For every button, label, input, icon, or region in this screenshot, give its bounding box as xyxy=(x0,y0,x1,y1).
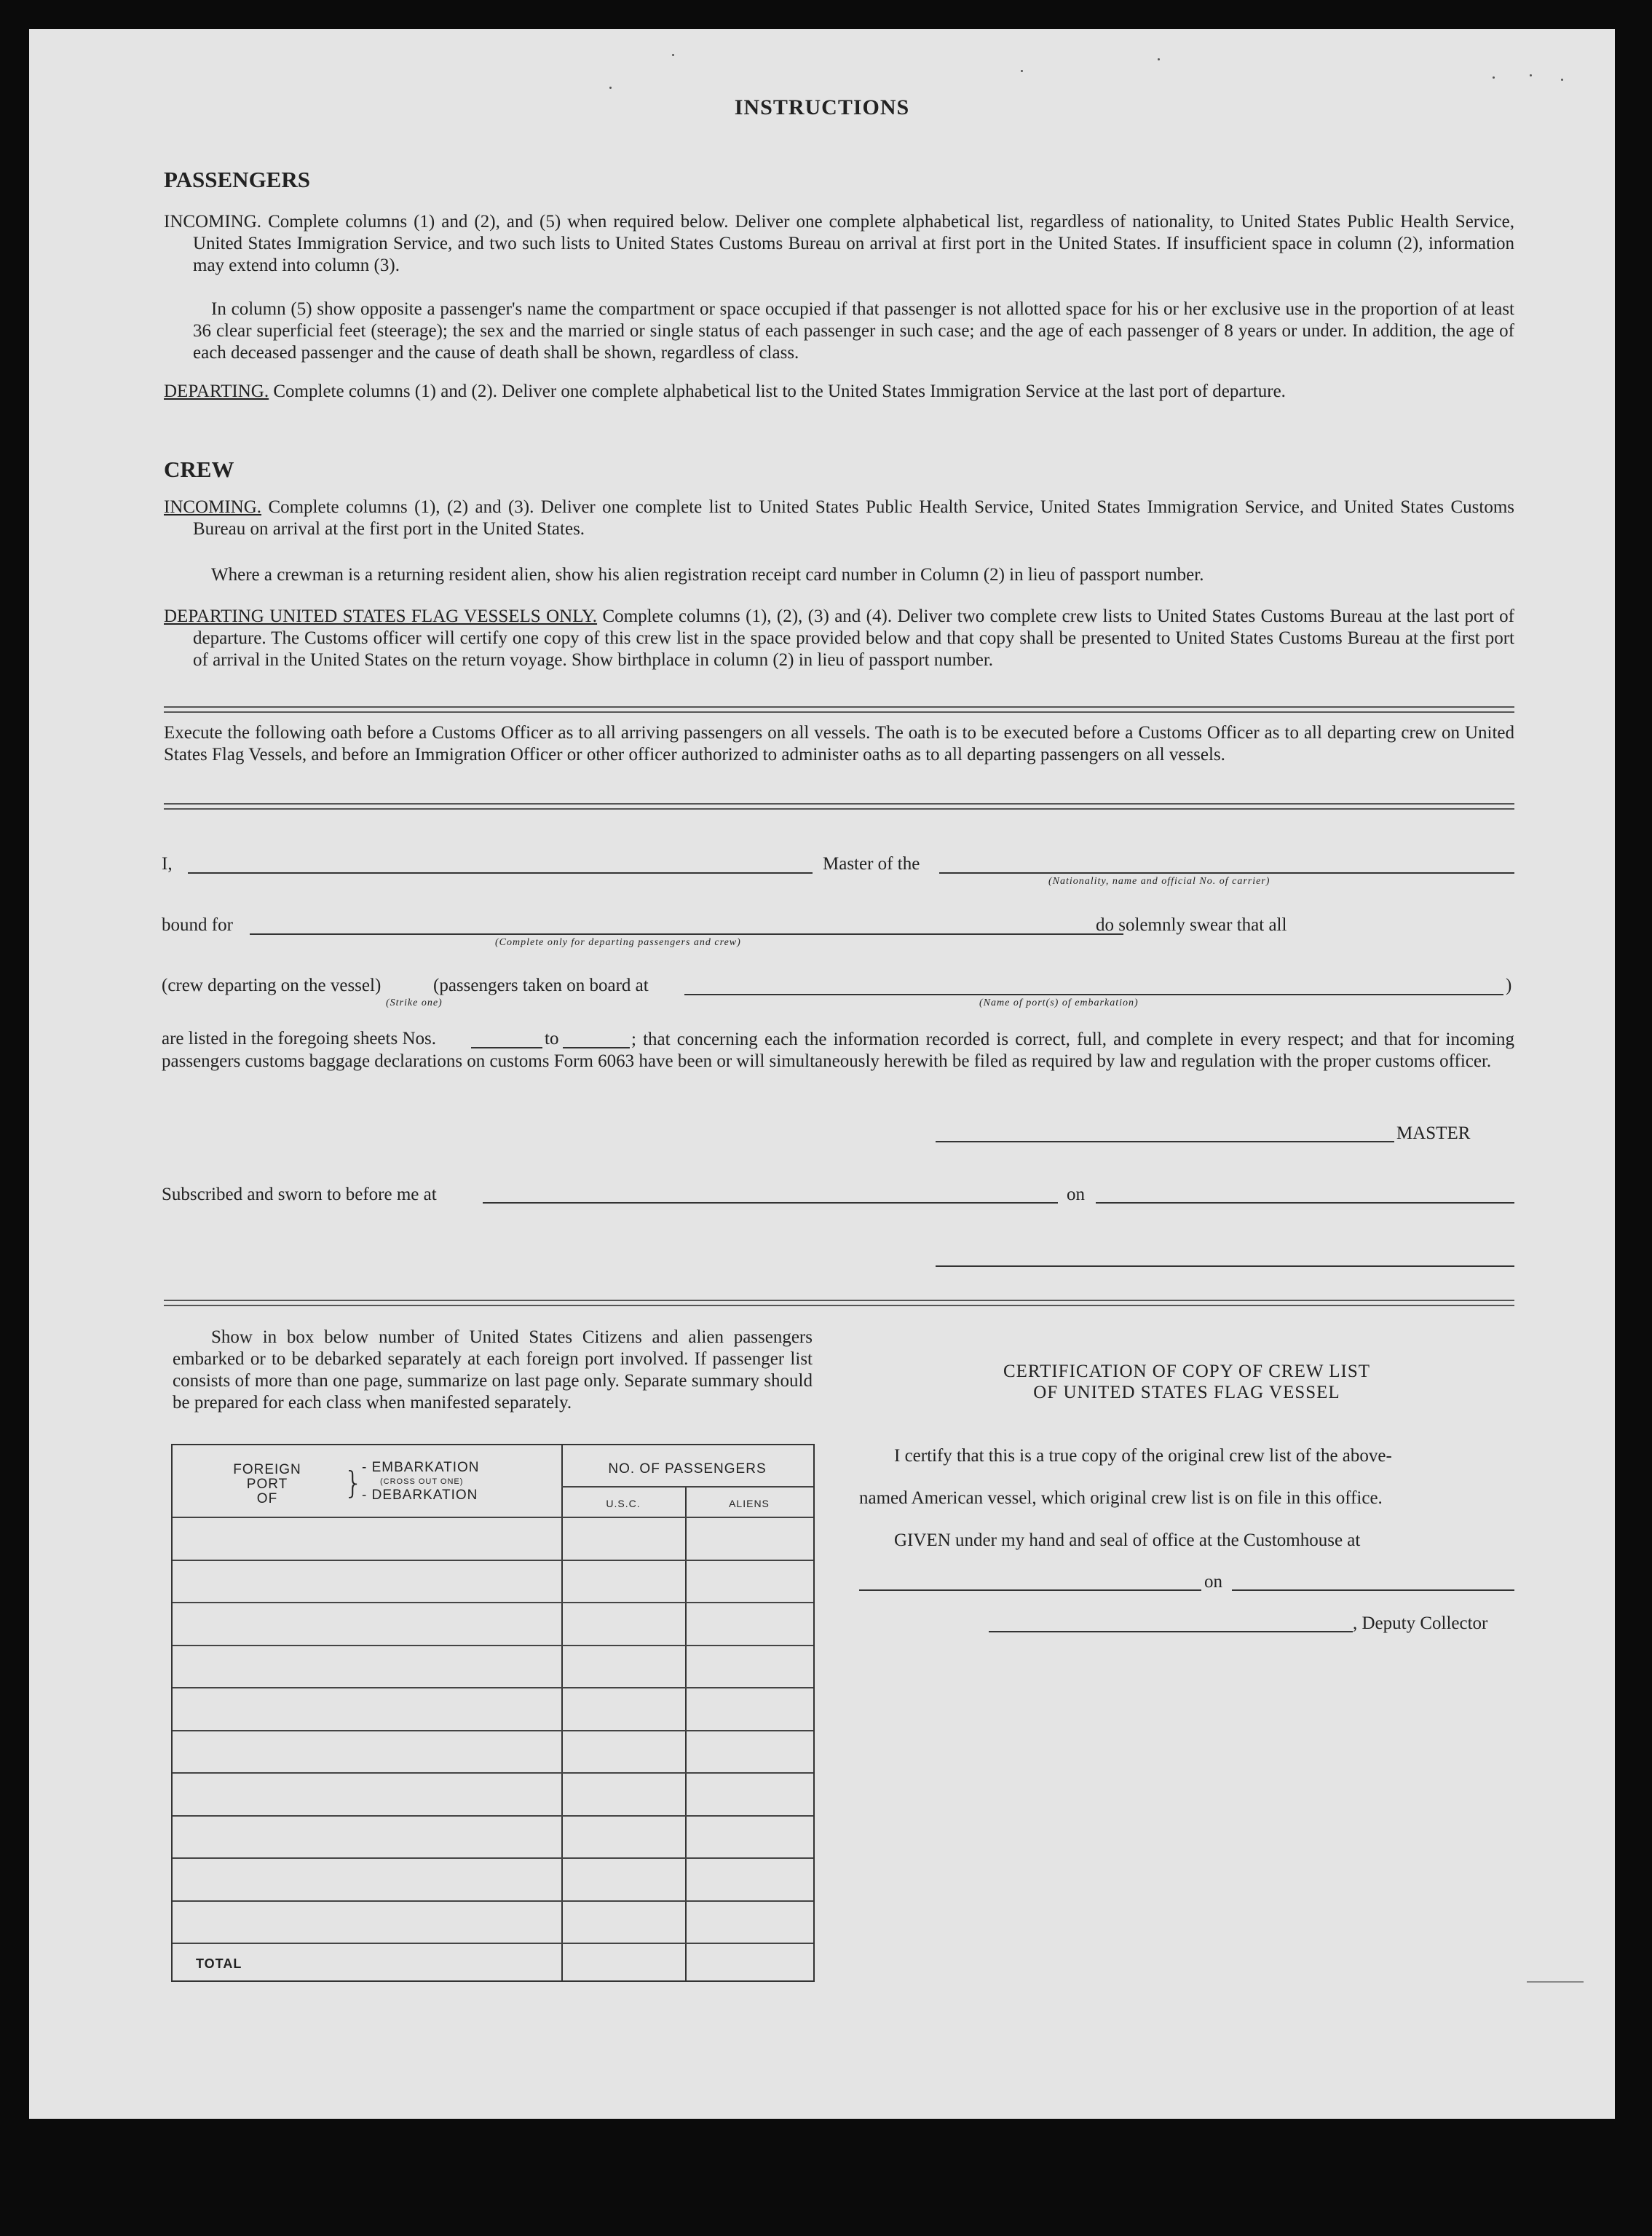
listed-prefix: are listed in the foregoing sheets Nos. xyxy=(162,1029,436,1048)
embarkation-label[interactable]: - EMBARKATION xyxy=(362,1460,480,1475)
nationality-caption: (Nationality, name and official No. of carrier) xyxy=(1048,876,1270,887)
of-label: OF xyxy=(256,1491,278,1506)
aliens-cell[interactable] xyxy=(685,1602,813,1645)
section-divider xyxy=(164,803,1514,810)
section-divider xyxy=(164,1300,1514,1306)
aliens-cell[interactable] xyxy=(685,1772,813,1815)
certify-line1: I certify that this is a true copy of the original crew list of the above- xyxy=(894,1446,1392,1466)
section-divider xyxy=(164,706,1514,713)
scan-speck xyxy=(1158,58,1160,60)
table-row xyxy=(173,1645,813,1689)
officer-signature-field[interactable] xyxy=(936,1265,1514,1267)
table-row xyxy=(173,1900,813,1945)
debarkation-label[interactable]: - DEBARKATION xyxy=(362,1488,478,1503)
usc-label: U.S.C. xyxy=(606,1498,641,1509)
crew-heading: CREW xyxy=(164,457,234,482)
passengers-heading: PASSENGERS xyxy=(164,167,310,192)
passengers-incoming-text: Complete columns (1) and (2), and (5) when required below. Deliver one complete alphabetical list, regardless of nationality, to United States Public Health Service, United States Immigration Service, and two such lists to United States Customs Bureau on arrival at first port in the United States. If insufficient space in column (2), information may extend into column (3). xyxy=(193,212,1515,275)
scan-mark xyxy=(1527,1981,1584,1983)
sworn-place-field[interactable] xyxy=(483,1202,1058,1204)
port-cell[interactable] xyxy=(173,1560,561,1603)
bound-for-field[interactable] xyxy=(250,933,1123,935)
subscribed-label: Subscribed and sworn to before me at xyxy=(162,1185,437,1204)
oath-i-label: I, xyxy=(162,854,173,874)
usc-cell[interactable] xyxy=(561,1687,685,1730)
usc-cell[interactable] xyxy=(561,1900,685,1943)
port-label: PORT xyxy=(246,1477,288,1492)
foreign-port-of-label xyxy=(224,1463,311,1506)
brace-icon: } xyxy=(344,1465,363,1501)
port-cell[interactable] xyxy=(173,1730,561,1773)
table-row xyxy=(173,1602,813,1646)
crew-departing-text: Complete columns (1), (2), (3) and (4). Deliver two complete crew lists to United States Customs Bureau at the last port of departure. The Customs officer will certify one copy of this crew list in the space provided below and that copy shall be presented to United States Customs Bureau at the first port of arrival in the United States on the return voyage. Show birthplace in column (2) in lieu of passport number. xyxy=(193,607,1515,670)
aliens-cell[interactable] xyxy=(685,1645,813,1688)
port-cell[interactable] xyxy=(173,1772,561,1815)
sworn-date-field[interactable] xyxy=(1096,1202,1514,1204)
passengers-departing-text: Complete columns (1) and (2). Deliver one complete alphabetical list to the United States Immigration Service at the last port of departure. xyxy=(273,382,1286,401)
port-cell[interactable] xyxy=(173,1687,561,1730)
certification-date-field[interactable] xyxy=(1232,1589,1514,1591)
to-label: to xyxy=(545,1029,559,1048)
close-paren: ) xyxy=(1506,976,1512,995)
crew-departing-option[interactable]: (crew departing on the vessel) xyxy=(162,976,382,995)
oath-intro-paragraph: Execute the following oath before a Customs Officer as to all arriving passengers on all vessels. The oath is to be executed before a Customs Officer as to all departing crew on United States Flag Vessels, and before an Immigration Officer or other officer authorized to administer oaths as to all departing passengers on all vessels. xyxy=(164,723,1514,765)
crew-departing-paragraph xyxy=(164,606,1515,671)
certification-title xyxy=(859,1361,1514,1403)
passengers-column5-paragraph: In column (5) show opposite a passenger's name the compartment or space occupied if that passenger is not allotted space for his or her exclusive use in the proportion of at least 36 clear superficial feet (steerage); the sex and the married or single status of each passenger in such case; and the age of each passenger of 8 years or under. In addition, the age of each deceased passenger and the cause of death shall be shown, regardless of class. xyxy=(193,299,1514,363)
certify-line2: named American vessel, which original crew list is on file in this office. xyxy=(859,1488,1383,1508)
aliens-cell[interactable] xyxy=(685,1517,813,1560)
port-cell[interactable] xyxy=(173,1517,561,1560)
certification-title-line1: CERTIFICATION OF COPY OF CREW LIST xyxy=(1003,1362,1371,1381)
usc-cell[interactable] xyxy=(561,1645,685,1688)
swear-label: do solemnly swear that all xyxy=(1096,915,1287,935)
port-cell[interactable] xyxy=(173,1815,561,1858)
usc-cell[interactable] xyxy=(561,1815,685,1858)
table-row xyxy=(173,1687,813,1731)
crew-incoming-text: Complete columns (1), (2) and (3). Deliver one complete list to United States Public Health Service, United States Immigration Service, and United States Customs Bureau on arrival at the first port in the United States. xyxy=(193,497,1515,539)
port-cell[interactable] xyxy=(173,1602,561,1645)
given-line: GIVEN under my hand and seal of office at the Customhouse at xyxy=(894,1530,1361,1550)
scan-speck xyxy=(672,54,674,56)
passengers-taken-option[interactable]: (passengers taken on board at xyxy=(433,976,649,995)
certification-title-line2: OF UNITED STATES FLAG VESSEL xyxy=(1033,1383,1340,1402)
usc-cell[interactable] xyxy=(561,1730,685,1773)
page-title: INSTRUCTIONS xyxy=(734,95,910,119)
table-row xyxy=(173,1772,813,1817)
scan-speck xyxy=(609,87,612,89)
crew-incoming-paragraph xyxy=(164,497,1515,540)
strike-one-caption: (Strike one) xyxy=(386,997,443,1008)
master-label: MASTER xyxy=(1396,1123,1471,1143)
scan-speck xyxy=(1493,76,1495,79)
aliens-cell[interactable] xyxy=(685,1687,813,1730)
master-name-field[interactable] xyxy=(188,872,813,874)
customhouse-field[interactable] xyxy=(859,1589,1201,1591)
table-row xyxy=(173,1560,813,1604)
certification-on-label: on xyxy=(1204,1572,1222,1592)
table-row xyxy=(173,1857,813,1902)
usc-cell[interactable] xyxy=(561,1772,685,1815)
carrier-field[interactable] xyxy=(939,872,1514,874)
master-signature-field[interactable] xyxy=(936,1141,1394,1142)
aliens-label: ALIENS xyxy=(729,1498,770,1509)
no-of-passengers-label: NO. OF PASSENGERS xyxy=(608,1461,767,1477)
crew-incoming-label: INCOMING. xyxy=(164,497,262,517)
scan-speck xyxy=(1021,70,1023,72)
passengers-incoming-label: INCOMING. xyxy=(164,212,262,232)
passengers-incoming-paragraph xyxy=(164,211,1515,277)
table-row xyxy=(173,1815,813,1860)
listed-text: ; that concerning each the information recorded is correct, full, and complete in every respect; and that for incoming passengers customs baggage declarations on customs Form 6063 have been or will simultaneously herewith be filed as required by law and regulation with the proper customs officer. xyxy=(162,1030,1514,1071)
document-page xyxy=(29,29,1615,2119)
table-subheader-divider xyxy=(561,1486,813,1488)
bound-for-caption: (Complete only for departing passengers and crew) xyxy=(495,937,741,948)
deputy-signature-field[interactable] xyxy=(989,1631,1353,1632)
passengers-departing-paragraph xyxy=(164,381,1514,403)
usc-cell[interactable] xyxy=(561,1602,685,1645)
aliens-cell[interactable] xyxy=(685,1815,813,1858)
port-cell[interactable] xyxy=(173,1900,561,1943)
crew-resident-paragraph: Where a crewman is a returning resident alien, show his alien registration receipt card number in Column (2) in lieu of passport number. xyxy=(211,565,1204,585)
aliens-cell[interactable] xyxy=(685,1857,813,1900)
passengers-departing-label: DEPARTING. xyxy=(164,382,269,401)
scan-speck xyxy=(1561,79,1563,81)
total-label: TOTAL xyxy=(196,1956,242,1971)
summary-instructions: Show in box below number of United States Citizens and alien passengers embarked or to be debarked separately at each foreign port involved. If passenger list consists of more than one page, summarize on last page only. Separate summary should be prepared for each class when manifested separately. xyxy=(173,1327,813,1413)
port-cell[interactable] xyxy=(173,1857,561,1900)
master-of-label: Master of the xyxy=(823,854,920,874)
crew-departing-label: DEPARTING UNITED STATES FLAG VESSELS ONLY. xyxy=(164,607,598,626)
on-label: on xyxy=(1067,1185,1085,1204)
foreign-label: FOREIGN xyxy=(233,1462,301,1477)
embarkation-caption: (Name of port(s) of embarkation) xyxy=(979,997,1139,1008)
usc-cell[interactable] xyxy=(561,1857,685,1900)
scan-speck xyxy=(1530,74,1532,76)
embarkation-port-field[interactable] xyxy=(684,994,1503,995)
cross-out-one-label: (CROSS OUT ONE) xyxy=(380,1477,464,1486)
passenger-summary-table xyxy=(171,1444,815,1982)
deputy-collector-label: , Deputy Collector xyxy=(1353,1613,1488,1633)
aliens-cell[interactable] xyxy=(685,1560,813,1603)
usc-cell[interactable] xyxy=(561,1560,685,1603)
usc-cell[interactable] xyxy=(561,1517,685,1560)
port-cell[interactable] xyxy=(173,1645,561,1688)
bound-for-label: bound for xyxy=(162,915,233,935)
aliens-cell[interactable] xyxy=(685,1900,813,1943)
aliens-cell[interactable] xyxy=(685,1730,813,1773)
table-row xyxy=(173,1517,813,1561)
table-row xyxy=(173,1730,813,1774)
